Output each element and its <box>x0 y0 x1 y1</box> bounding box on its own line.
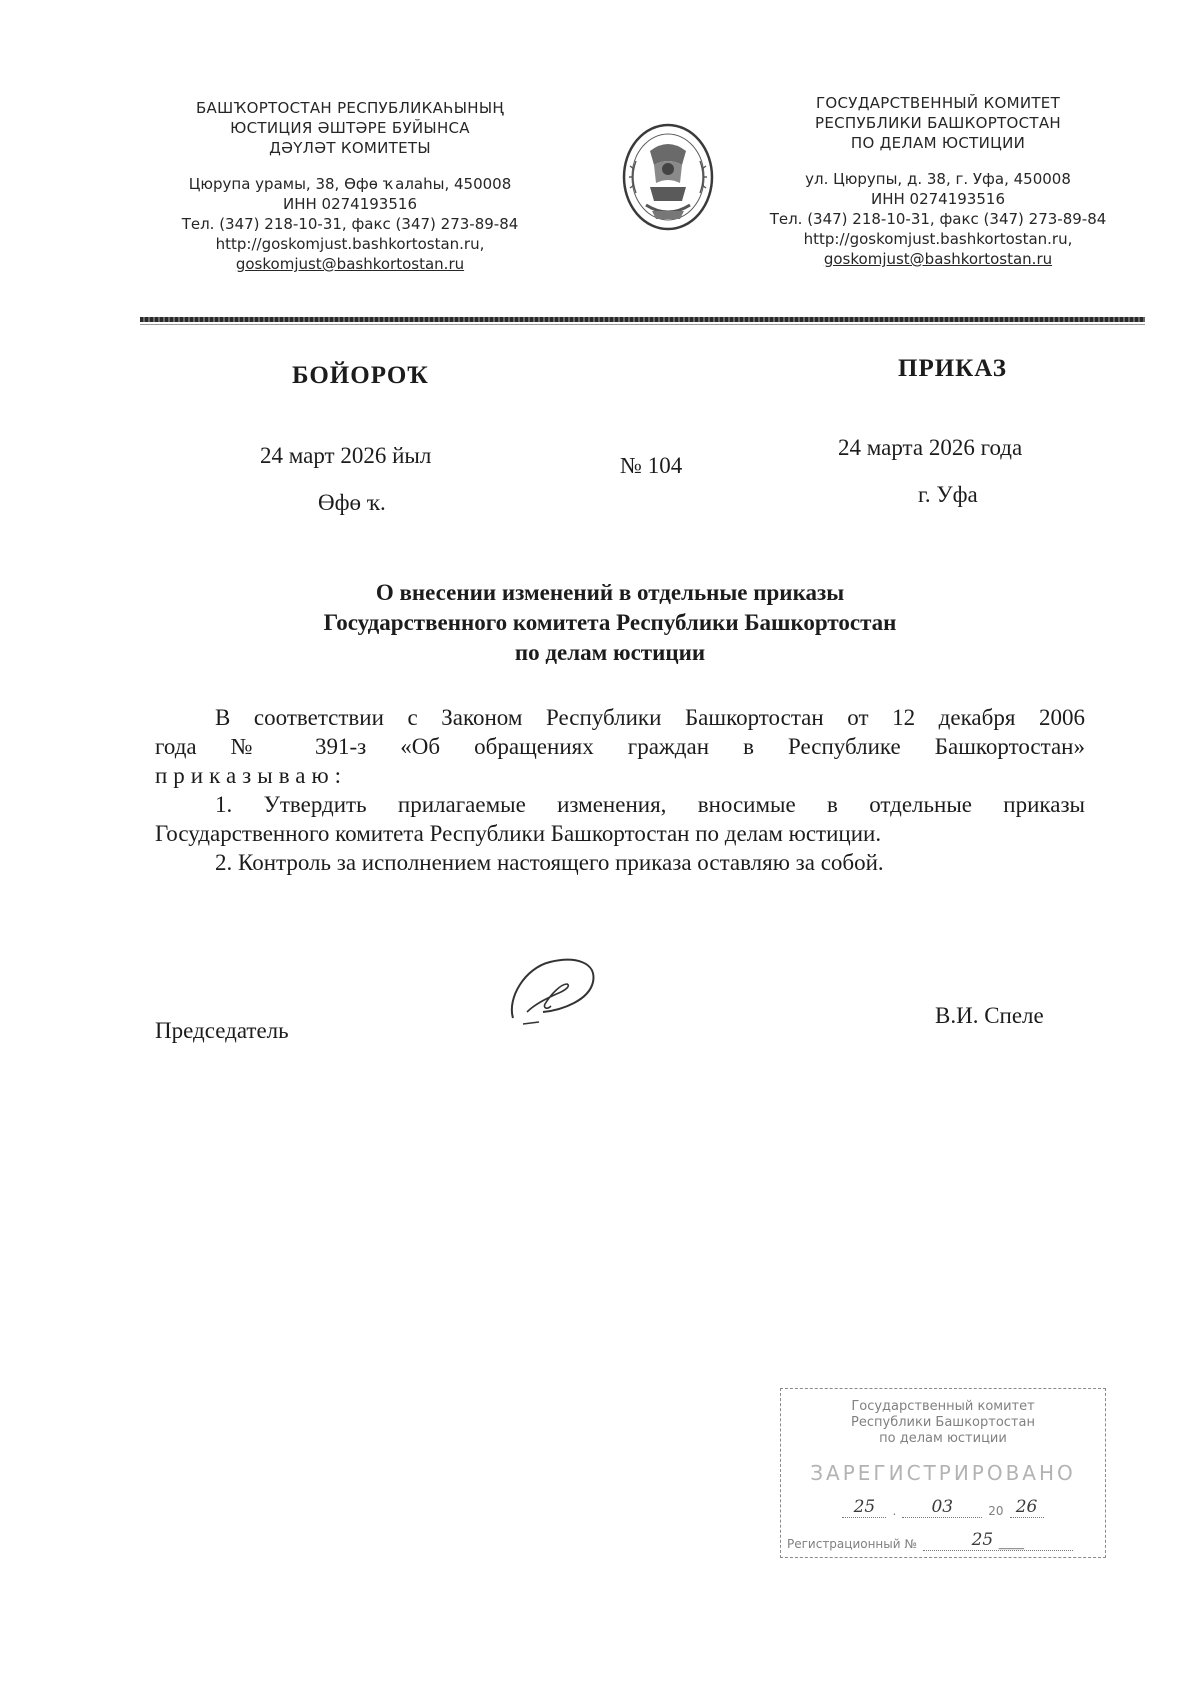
stamp-date-month: 03 <box>902 1497 982 1518</box>
signatory-name: В.И. Спеле <box>935 1003 1044 1028</box>
body-paragraph-line: приказываю: <box>155 763 348 788</box>
stamp-date-day: 25 <box>842 1497 886 1518</box>
header-right-org-line: РЕСПУБЛИКИ БАШКОРТОСТАН <box>815 114 1061 132</box>
stamp-date-year-suffix: 26 <box>1010 1497 1044 1518</box>
doc-title-bashkir: БОЙОРОҠ <box>292 362 429 389</box>
stamp-org-line: Государственный комитет <box>851 1399 1035 1414</box>
header-left-address: Цюрупа урамы, 38, Өфө ҡалаһы, 450008 <box>188 175 512 193</box>
stamp-date-year-prefix: 20 <box>988 1504 1004 1518</box>
header-right-phone: Тел. (347) 218-10-31, факс (347) 273-89-84 <box>769 210 1107 228</box>
subject-line: О внесении изменений в отдельные приказы <box>375 580 845 605</box>
header-right-org-line: ПО ДЕЛАМ ЮСТИЦИИ <box>850 134 1026 152</box>
stamp-regnum-value: 25 ___ <box>923 1530 1073 1551</box>
stamp-regnum-label: Регистрационный № <box>787 1537 917 1551</box>
header-divider-thin <box>140 324 1145 325</box>
subject-line: Государственного комитета Республики Башкортостан <box>323 610 897 635</box>
handwritten-signature <box>505 948 605 1038</box>
header-left-inn: ИНН 0274193516 <box>283 195 417 213</box>
header-right-address: ул. Цюрупы, д. 38, г. Уфа, 450008 <box>805 170 1071 188</box>
subject-line: по делам юстиции <box>514 640 706 665</box>
doc-title-russian: ПРИКАЗ <box>898 355 1007 382</box>
header-left-org-line: ДӘҮЛӘТ КОМИТЕТЫ <box>269 139 431 157</box>
body-item-line: 2. Контроль за исполнением настоящего приказа оставляю за собой. <box>215 850 884 875</box>
stamp-registered-label: ЗАРЕГИСТРИРОВАНО <box>810 1461 1076 1485</box>
header-left-website-link[interactable]: http://goskomjust.bashkortostan.ru, <box>215 235 485 253</box>
body-paragraph-line: года № 391-з «Об обращениях граждан в Республике Башкортостан» <box>155 734 1085 759</box>
body-item-line: Государственного комитета Республики Башкортостан по делам юстиции. <box>155 821 882 846</box>
date-russian: 24 марта 2026 года <box>838 435 1023 460</box>
stamp-date-separator: . <box>892 1504 897 1518</box>
body-paragraph-line: В соответствии с Законом Республики Башкортостан от 12 декабря 2006 <box>215 705 1085 730</box>
coat-of-arms-icon <box>620 121 716 234</box>
city-russian: г. Уфа <box>918 482 978 507</box>
header-left-org-line: ЮСТИЦИЯ ӘШТӘРЕ БУЙЫНСА <box>230 119 470 137</box>
city-bashkir: Өфө ҡ. <box>318 490 386 515</box>
header-left-org-line: БАШҠОРТОСТАН РЕСПУБЛИКАҺЫНЫҢ <box>195 99 505 117</box>
body-item-line: 1. Утвердить прилагаемые изменения, вносимые в отдельные приказы <box>215 792 1085 817</box>
date-bashkir: 24 март 2026 йыл <box>260 443 432 468</box>
document-body <box>155 703 1085 877</box>
header-right-website-link[interactable]: http://goskomjust.bashkortostan.ru, <box>803 230 1073 248</box>
header-divider <box>140 317 1145 322</box>
stamp-org-line: Республики Башкортостан <box>851 1415 1035 1430</box>
header-right-inn: ИНН 0274193516 <box>871 190 1005 208</box>
header-right <box>738 93 1138 269</box>
stamp-date-row <box>781 1497 1105 1518</box>
header-left <box>150 98 550 274</box>
header-right-org-line: ГОСУДАРСТВЕННЫЙ КОМИТЕТ <box>815 94 1061 112</box>
order-number: № 104 <box>620 453 683 478</box>
stamp-org-line: по делам юстиции <box>879 1431 1007 1446</box>
header-right-email-link[interactable]: goskomjust@bashkortostan.ru <box>823 250 1053 268</box>
header-left-email-link[interactable]: goskomjust@bashkortostan.ru <box>235 255 465 273</box>
signatory-position: Председатель <box>155 1018 289 1043</box>
registration-stamp <box>780 1388 1106 1558</box>
header-left-phone: Тел. (347) 218-10-31, факс (347) 273-89-84 <box>181 215 519 233</box>
document-subject <box>180 578 1040 668</box>
stamp-regnum-row <box>781 1530 1105 1551</box>
